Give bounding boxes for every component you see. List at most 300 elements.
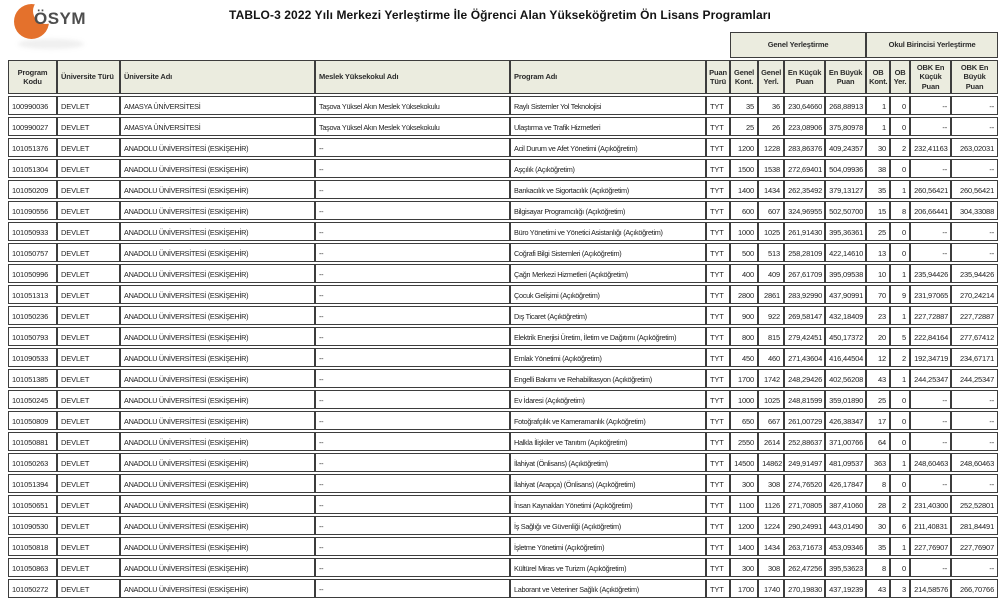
cell-universite-adi: ANADOLU ÜNİVERSİTESİ (ESKİŞEHİR) xyxy=(120,285,315,304)
cell-obk-en-kucuk: -- xyxy=(910,411,951,430)
cell-en-kucuk-puan: 248,29426 xyxy=(784,369,825,388)
column-header-row xyxy=(8,60,998,94)
cell-puan-turu: TYT xyxy=(706,453,730,472)
cell-puan-turu: TYT xyxy=(706,516,730,535)
table-body xyxy=(8,96,998,598)
cell-en-buyuk-puan: 426,38347 xyxy=(825,411,866,430)
cell-program-kodu: 101050272 xyxy=(8,579,57,598)
cell-genel-yerl: 36 xyxy=(758,96,784,115)
cell-genel-yerl: 26 xyxy=(758,117,784,136)
cell-universite-adi: ANADOLU ÜNİVERSİTESİ (ESKİŞEHİR) xyxy=(120,348,315,367)
cell-obk-en-kucuk: -- xyxy=(910,558,951,577)
group-header-row xyxy=(8,32,998,58)
cell-genel-yerl: 308 xyxy=(758,558,784,577)
cell-en-buyuk-puan: 481,09537 xyxy=(825,453,866,472)
cell-myo-adi: -- xyxy=(315,264,510,283)
cell-program-kodu: 101050818 xyxy=(8,537,57,556)
cell-puan-turu: TYT xyxy=(706,432,730,451)
cell-en-buyuk-puan: 453,09346 xyxy=(825,537,866,556)
cell-myo-adi: -- xyxy=(315,516,510,535)
cell-obk-en-buyuk: 235,94426 xyxy=(951,264,998,283)
cell-ob-kont: 28 xyxy=(866,495,890,514)
column-header-ob-kont: OB Kont. xyxy=(866,60,890,94)
cell-universite-adi: AMASYA ÜNİVERSİTESİ xyxy=(120,117,315,136)
cell-puan-turu: TYT xyxy=(706,306,730,325)
cell-myo-adi: -- xyxy=(315,138,510,157)
cell-en-buyuk-puan: 268,88913 xyxy=(825,96,866,115)
cell-en-buyuk-puan: 432,18409 xyxy=(825,306,866,325)
cell-genel-kont: 1700 xyxy=(730,579,758,598)
cell-ob-kont: 25 xyxy=(866,390,890,409)
cell-ob-yer: 0 xyxy=(890,222,910,241)
cell-universite-turu: DEVLET xyxy=(57,180,120,199)
cell-genel-yerl: 308 xyxy=(758,474,784,493)
cell-obk-en-buyuk: 244,25347 xyxy=(951,369,998,388)
cell-ob-kont: 23 xyxy=(866,306,890,325)
table-row xyxy=(8,516,998,535)
cell-obk-en-kucuk: -- xyxy=(910,474,951,493)
cell-ob-yer: 0 xyxy=(890,96,910,115)
cell-en-kucuk-puan: 283,86376 xyxy=(784,138,825,157)
cell-en-kucuk-puan: 230,64660 xyxy=(784,96,825,115)
cell-en-buyuk-puan: 416,44504 xyxy=(825,348,866,367)
cell-ob-kont: 64 xyxy=(866,432,890,451)
cell-universite-adi: ANADOLU ÜNİVERSİTESİ (ESKİŞEHİR) xyxy=(120,474,315,493)
cell-obk-en-buyuk: -- xyxy=(951,243,998,262)
cell-en-kucuk-puan: 283,92990 xyxy=(784,285,825,304)
table-row xyxy=(8,327,998,346)
cell-obk-en-buyuk: 270,24214 xyxy=(951,285,998,304)
cell-genel-kont: 2800 xyxy=(730,285,758,304)
cell-universite-turu: DEVLET xyxy=(57,243,120,262)
cell-universite-adi: ANADOLU ÜNİVERSİTESİ (ESKİŞEHİR) xyxy=(120,579,315,598)
cell-en-buyuk-puan: 437,90991 xyxy=(825,285,866,304)
cell-en-buyuk-puan: 409,24357 xyxy=(825,138,866,157)
cell-obk-en-kucuk: 231,40300 xyxy=(910,495,951,514)
cell-genel-kont: 1400 xyxy=(730,537,758,556)
cell-en-buyuk-puan: 375,80978 xyxy=(825,117,866,136)
cell-ob-yer: 0 xyxy=(890,159,910,178)
cell-universite-turu: DEVLET xyxy=(57,558,120,577)
cell-en-kucuk-puan: 269,58147 xyxy=(784,306,825,325)
cell-puan-turu: TYT xyxy=(706,201,730,220)
cell-ob-yer: 0 xyxy=(890,411,910,430)
cell-genel-yerl: 1228 xyxy=(758,138,784,157)
cell-program-adi: Coğrafi Bilgi Sistemleri (Açıköğretim) xyxy=(510,243,706,262)
cell-genel-kont: 1000 xyxy=(730,390,758,409)
programs-table xyxy=(8,30,998,600)
cell-obk-en-kucuk: 232,41163 xyxy=(910,138,951,157)
cell-ob-yer: 2 xyxy=(890,495,910,514)
column-header-obk-en-buyuk: OBK En Büyük Puan xyxy=(951,60,998,94)
cell-universite-adi: ANADOLU ÜNİVERSİTESİ (ESKİŞEHİR) xyxy=(120,180,315,199)
table-row xyxy=(8,117,998,136)
cell-ob-kont: 43 xyxy=(866,369,890,388)
cell-genel-kont: 1700 xyxy=(730,369,758,388)
cell-universite-turu: DEVLET xyxy=(57,117,120,136)
cell-ob-yer: 0 xyxy=(890,432,910,451)
cell-program-adi: Bankacılık ve Sigortacılık (Açıköğretim) xyxy=(510,180,706,199)
cell-program-adi: Engelli Bakımı ve Rehabilitasyon (Açıköğretim) xyxy=(510,369,706,388)
cell-obk-en-buyuk: -- xyxy=(951,96,998,115)
cell-puan-turu: TYT xyxy=(706,495,730,514)
cell-program-adi: Laborant ve Veteriner Sağlık (Açıköğretim) xyxy=(510,579,706,598)
table-row xyxy=(8,201,998,220)
cell-obk-en-kucuk: -- xyxy=(910,117,951,136)
cell-en-buyuk-puan: 371,00766 xyxy=(825,432,866,451)
cell-program-adi: Halkla İlişkiler ve Tanıtım (Açıköğretim) xyxy=(510,432,706,451)
cell-puan-turu: TYT xyxy=(706,327,730,346)
cell-ob-kont: 8 xyxy=(866,558,890,577)
cell-myo-adi: -- xyxy=(315,201,510,220)
cell-ob-kont: 30 xyxy=(866,138,890,157)
cell-puan-turu: TYT xyxy=(706,180,730,199)
cell-program-kodu: 101050809 xyxy=(8,411,57,430)
cell-puan-turu: TYT xyxy=(706,264,730,283)
cell-program-adi: Kültürel Miras ve Turizm (Açıköğretim) xyxy=(510,558,706,577)
cell-myo-adi: -- xyxy=(315,579,510,598)
cell-universite-turu: DEVLET xyxy=(57,348,120,367)
cell-ob-kont: 12 xyxy=(866,348,890,367)
cell-program-kodu: 101090556 xyxy=(8,201,57,220)
cell-obk-en-buyuk: -- xyxy=(951,390,998,409)
cell-genel-kont: 1200 xyxy=(730,138,758,157)
cell-program-kodu: 101050245 xyxy=(8,390,57,409)
table-row xyxy=(8,558,998,577)
cell-universite-turu: DEVLET xyxy=(57,474,120,493)
cell-program-kodu: 101050996 xyxy=(8,264,57,283)
cell-obk-en-kucuk: 227,72887 xyxy=(910,306,951,325)
cell-ob-kont: 35 xyxy=(866,180,890,199)
cell-obk-en-buyuk: 266,70766 xyxy=(951,579,998,598)
cell-universite-adi: ANADOLU ÜNİVERSİTESİ (ESKİŞEHİR) xyxy=(120,243,315,262)
table-row xyxy=(8,222,998,241)
cell-genel-kont: 1500 xyxy=(730,159,758,178)
cell-ob-kont: 1 xyxy=(866,117,890,136)
cell-genel-kont: 300 xyxy=(730,558,758,577)
cell-program-adi: İlahiyat (Önlisans) (Açıköğretim) xyxy=(510,453,706,472)
cell-genel-yerl: 460 xyxy=(758,348,784,367)
cell-en-kucuk-puan: 261,91430 xyxy=(784,222,825,241)
cell-obk-en-buyuk: 304,33088 xyxy=(951,201,998,220)
cell-program-kodu: 101050933 xyxy=(8,222,57,241)
cell-obk-en-kucuk: 214,58576 xyxy=(910,579,951,598)
cell-ob-kont: 30 xyxy=(866,516,890,535)
cell-puan-turu: TYT xyxy=(706,222,730,241)
cell-program-kodu: 101050651 xyxy=(8,495,57,514)
cell-ob-kont: 25 xyxy=(866,222,890,241)
cell-genel-yerl: 409 xyxy=(758,264,784,283)
cell-puan-turu: TYT xyxy=(706,474,730,493)
cell-obk-en-buyuk: -- xyxy=(951,117,998,136)
cell-ob-kont: 17 xyxy=(866,411,890,430)
cell-en-kucuk-puan: 270,19830 xyxy=(784,579,825,598)
cell-ob-yer: 8 xyxy=(890,201,910,220)
cell-universite-turu: DEVLET xyxy=(57,369,120,388)
cell-ob-yer: 1 xyxy=(890,537,910,556)
cell-myo-adi: -- xyxy=(315,495,510,514)
cell-genel-yerl: 1434 xyxy=(758,537,784,556)
cell-universite-adi: ANADOLU ÜNİVERSİTESİ (ESKİŞEHİR) xyxy=(120,327,315,346)
cell-obk-en-kucuk: 231,97065 xyxy=(910,285,951,304)
cell-genel-kont: 1100 xyxy=(730,495,758,514)
cell-program-kodu: 101090530 xyxy=(8,516,57,535)
cell-genel-yerl: 513 xyxy=(758,243,784,262)
cell-genel-kont: 300 xyxy=(730,474,758,493)
cell-universite-adi: ANADOLU ÜNİVERSİTESİ (ESKİŞEHİR) xyxy=(120,222,315,241)
cell-universite-adi: ANADOLU ÜNİVERSİTESİ (ESKİŞEHİR) xyxy=(120,432,315,451)
cell-genel-kont: 600 xyxy=(730,201,758,220)
cell-en-kucuk-puan: 262,47256 xyxy=(784,558,825,577)
cell-genel-yerl: 2614 xyxy=(758,432,784,451)
cell-puan-turu: TYT xyxy=(706,285,730,304)
cell-obk-en-kucuk: -- xyxy=(910,159,951,178)
cell-program-adi: Elektrik Enerjisi Üretim, İletim ve Dağıtımı (Açıköğretim) xyxy=(510,327,706,346)
cell-program-kodu: 100990036 xyxy=(8,96,57,115)
cell-program-adi: Ulaştırma ve Trafik Hizmetleri xyxy=(510,117,706,136)
cell-puan-turu: TYT xyxy=(706,411,730,430)
cell-obk-en-kucuk: 235,94426 xyxy=(910,264,951,283)
cell-en-buyuk-puan: 359,01890 xyxy=(825,390,866,409)
cell-en-buyuk-puan: 402,56208 xyxy=(825,369,866,388)
cell-puan-turu: TYT xyxy=(706,243,730,262)
cell-en-buyuk-puan: 426,17847 xyxy=(825,474,866,493)
cell-ob-yer: 9 xyxy=(890,285,910,304)
table-row xyxy=(8,348,998,367)
cell-myo-adi: -- xyxy=(315,327,510,346)
cell-en-kucuk-puan: 290,24991 xyxy=(784,516,825,535)
cell-en-kucuk-puan: 271,43604 xyxy=(784,348,825,367)
cell-universite-turu: DEVLET xyxy=(57,411,120,430)
cell-ob-yer: 0 xyxy=(890,558,910,577)
column-header-universite-adi: Üniversite Adı xyxy=(120,60,315,94)
cell-universite-adi: ANADOLU ÜNİVERSİTESİ (ESKİŞEHİR) xyxy=(120,537,315,556)
cell-ob-yer: 1 xyxy=(890,180,910,199)
cell-genel-yerl: 14862 xyxy=(758,453,784,472)
cell-ob-kont: 38 xyxy=(866,159,890,178)
cell-program-kodu: 101050236 xyxy=(8,306,57,325)
cell-universite-turu: DEVLET xyxy=(57,537,120,556)
cell-obk-en-buyuk: 277,67412 xyxy=(951,327,998,346)
cell-obk-en-buyuk: 248,60463 xyxy=(951,453,998,472)
cell-myo-adi: -- xyxy=(315,222,510,241)
table-row xyxy=(8,264,998,283)
cell-genel-yerl: 667 xyxy=(758,411,784,430)
cell-genel-kont: 2550 xyxy=(730,432,758,451)
cell-program-adi: İşletme Yönetimi (Açıköğretim) xyxy=(510,537,706,556)
cell-en-kucuk-puan: 249,91497 xyxy=(784,453,825,472)
cell-universite-adi: ANADOLU ÜNİVERSİTESİ (ESKİŞEHİR) xyxy=(120,558,315,577)
cell-universite-adi: ANADOLU ÜNİVERSİTESİ (ESKİŞEHİR) xyxy=(120,390,315,409)
cell-genel-yerl: 1224 xyxy=(758,516,784,535)
cell-program-kodu: 101050209 xyxy=(8,180,57,199)
cell-obk-en-kucuk: -- xyxy=(910,96,951,115)
cell-universite-turu: DEVLET xyxy=(57,495,120,514)
table-row xyxy=(8,369,998,388)
cell-en-buyuk-puan: 395,36361 xyxy=(825,222,866,241)
column-header-program-adi: Program Adı xyxy=(510,60,706,94)
cell-ob-kont: 13 xyxy=(866,243,890,262)
cell-genel-yerl: 2861 xyxy=(758,285,784,304)
cell-en-kucuk-puan: 279,42451 xyxy=(784,327,825,346)
cell-en-kucuk-puan: 258,28109 xyxy=(784,243,825,262)
cell-ob-yer: 1 xyxy=(890,369,910,388)
table-row xyxy=(8,243,998,262)
cell-program-kodu: 101051304 xyxy=(8,159,57,178)
cell-en-buyuk-puan: 422,14610 xyxy=(825,243,866,262)
cell-obk-en-kucuk: -- xyxy=(910,432,951,451)
cell-universite-adi: ANADOLU ÜNİVERSİTESİ (ESKİŞEHİR) xyxy=(120,453,315,472)
column-header-program-kodu: Program Kodu xyxy=(8,60,57,94)
table-row xyxy=(8,285,998,304)
cell-obk-en-buyuk: -- xyxy=(951,159,998,178)
cell-myo-adi: -- xyxy=(315,474,510,493)
cell-en-kucuk-puan: 274,76520 xyxy=(784,474,825,493)
table-row xyxy=(8,306,998,325)
cell-myo-adi: -- xyxy=(315,348,510,367)
cell-puan-turu: TYT xyxy=(706,537,730,556)
cell-myo-adi: -- xyxy=(315,180,510,199)
cell-myo-adi: -- xyxy=(315,432,510,451)
cell-en-buyuk-puan: 395,53623 xyxy=(825,558,866,577)
cell-program-kodu: 101050881 xyxy=(8,432,57,451)
cell-program-adi: Çağrı Merkezi Hizmetleri (Açıköğretim) xyxy=(510,264,706,283)
cell-genel-yerl: 1126 xyxy=(758,495,784,514)
cell-program-adi: İnsan Kaynakları Yönetimi (Açıköğretim) xyxy=(510,495,706,514)
cell-program-kodu: 101051313 xyxy=(8,285,57,304)
cell-ob-kont: 10 xyxy=(866,264,890,283)
cell-en-kucuk-puan: 263,71673 xyxy=(784,537,825,556)
table-row xyxy=(8,474,998,493)
cell-program-adi: Emlak Yönetimi (Açıköğretim) xyxy=(510,348,706,367)
cell-obk-en-kucuk: 248,60463 xyxy=(910,453,951,472)
cell-ob-yer: 1 xyxy=(890,453,910,472)
cell-myo-adi: -- xyxy=(315,369,510,388)
cell-obk-en-buyuk: 227,72887 xyxy=(951,306,998,325)
cell-obk-en-buyuk: -- xyxy=(951,222,998,241)
cell-obk-en-kucuk: 260,56421 xyxy=(910,180,951,199)
cell-en-buyuk-puan: 379,13127 xyxy=(825,180,866,199)
programs-table-container xyxy=(8,30,998,600)
cell-puan-turu: TYT xyxy=(706,159,730,178)
cell-universite-turu: DEVLET xyxy=(57,96,120,115)
cell-universite-adi: ANADOLU ÜNİVERSİTESİ (ESKİŞEHİR) xyxy=(120,159,315,178)
cell-en-kucuk-puan: 223,08906 xyxy=(784,117,825,136)
cell-program-kodu: 101050793 xyxy=(8,327,57,346)
cell-ob-kont: 43 xyxy=(866,579,890,598)
table-row xyxy=(8,180,998,199)
cell-universite-adi: AMASYA ÜNİVERSİTESİ xyxy=(120,96,315,115)
cell-universite-turu: DEVLET xyxy=(57,138,120,157)
cell-program-kodu: 101051394 xyxy=(8,474,57,493)
cell-genel-yerl: 1025 xyxy=(758,390,784,409)
cell-program-kodu: 101051385 xyxy=(8,369,57,388)
cell-universite-adi: ANADOLU ÜNİVERSİTESİ (ESKİŞEHİR) xyxy=(120,264,315,283)
cell-obk-en-kucuk: 206,66441 xyxy=(910,201,951,220)
cell-puan-turu: TYT xyxy=(706,369,730,388)
cell-myo-adi: -- xyxy=(315,390,510,409)
cell-program-adi: Raylı Sistemler Yol Teknolojisi xyxy=(510,96,706,115)
group-header-okul-birincisi: Okul Birincisi Yerleştirme xyxy=(866,32,998,58)
cell-program-adi: Çocuk Gelişimi (Açıköğretim) xyxy=(510,285,706,304)
cell-ob-kont: 363 xyxy=(866,453,890,472)
cell-universite-turu: DEVLET xyxy=(57,432,120,451)
cell-program-kodu: 100990027 xyxy=(8,117,57,136)
cell-genel-kont: 500 xyxy=(730,243,758,262)
cell-en-buyuk-puan: 443,01490 xyxy=(825,516,866,535)
cell-universite-turu: DEVLET xyxy=(57,516,120,535)
cell-ob-yer: 0 xyxy=(890,243,910,262)
table-row xyxy=(8,432,998,451)
cell-myo-adi: -- xyxy=(315,453,510,472)
cell-myo-adi: Taşova Yüksel Akın Meslek Yüksekokulu xyxy=(315,96,510,115)
cell-universite-adi: ANADOLU ÜNİVERSİTESİ (ESKİŞEHİR) xyxy=(120,411,315,430)
table-row xyxy=(8,390,998,409)
cell-ob-yer: 0 xyxy=(890,117,910,136)
cell-universite-turu: DEVLET xyxy=(57,390,120,409)
cell-myo-adi: -- xyxy=(315,306,510,325)
cell-universite-adi: ANADOLU ÜNİVERSİTESİ (ESKİŞEHİR) xyxy=(120,369,315,388)
cell-en-kucuk-puan: 324,96955 xyxy=(784,201,825,220)
cell-genel-yerl: 1025 xyxy=(758,222,784,241)
cell-genel-kont: 35 xyxy=(730,96,758,115)
cell-en-kucuk-puan: 271,70805 xyxy=(784,495,825,514)
cell-genel-kont: 25 xyxy=(730,117,758,136)
cell-genel-yerl: 607 xyxy=(758,201,784,220)
cell-myo-adi: -- xyxy=(315,411,510,430)
column-header-en-kucuk-puan: En Küçük Puan xyxy=(784,60,825,94)
column-header-myo-adi: Meslek Yüksekokul Adı xyxy=(315,60,510,94)
cell-ob-kont: 70 xyxy=(866,285,890,304)
cell-obk-en-buyuk: -- xyxy=(951,432,998,451)
table-row xyxy=(8,159,998,178)
cell-obk-en-kucuk: 244,25347 xyxy=(910,369,951,388)
cell-myo-adi: Taşova Yüksel Akın Meslek Yüksekokulu xyxy=(315,117,510,136)
cell-en-buyuk-puan: 450,17372 xyxy=(825,327,866,346)
cell-universite-turu: DEVLET xyxy=(57,222,120,241)
table-row xyxy=(8,495,998,514)
cell-genel-kont: 1400 xyxy=(730,180,758,199)
cell-ob-yer: 0 xyxy=(890,474,910,493)
table-row xyxy=(8,537,998,556)
cell-universite-turu: DEVLET xyxy=(57,201,120,220)
cell-genel-yerl: 1740 xyxy=(758,579,784,598)
cell-myo-adi: -- xyxy=(315,243,510,262)
cell-ob-yer: 2 xyxy=(890,138,910,157)
cell-obk-en-kucuk: -- xyxy=(910,222,951,241)
cell-program-adi: Ev İdaresi (Açıköğretim) xyxy=(510,390,706,409)
cell-obk-en-kucuk: 192,34719 xyxy=(910,348,951,367)
group-header-spacer xyxy=(8,32,730,58)
cell-universite-turu: DEVLET xyxy=(57,453,120,472)
osym-logo-text: ÖSYM xyxy=(34,9,87,28)
cell-en-kucuk-puan: 272,69401 xyxy=(784,159,825,178)
cell-genel-kont: 800 xyxy=(730,327,758,346)
column-header-en-buyuk-puan: En Büyük Puan xyxy=(825,60,866,94)
cell-genel-kont: 900 xyxy=(730,306,758,325)
cell-program-adi: İş Sağlığı ve Güvenliği (Açıköğretim) xyxy=(510,516,706,535)
cell-program-kodu: 101051376 xyxy=(8,138,57,157)
cell-ob-yer: 2 xyxy=(890,348,910,367)
cell-en-kucuk-puan: 261,00729 xyxy=(784,411,825,430)
cell-obk-en-buyuk: 227,76907 xyxy=(951,537,998,556)
cell-obk-en-kucuk: 222,84164 xyxy=(910,327,951,346)
cell-program-kodu: 101090533 xyxy=(8,348,57,367)
cell-universite-turu: DEVLET xyxy=(57,306,120,325)
cell-en-buyuk-puan: 504,09936 xyxy=(825,159,866,178)
cell-puan-turu: TYT xyxy=(706,390,730,409)
cell-obk-en-buyuk: 281,84491 xyxy=(951,516,998,535)
